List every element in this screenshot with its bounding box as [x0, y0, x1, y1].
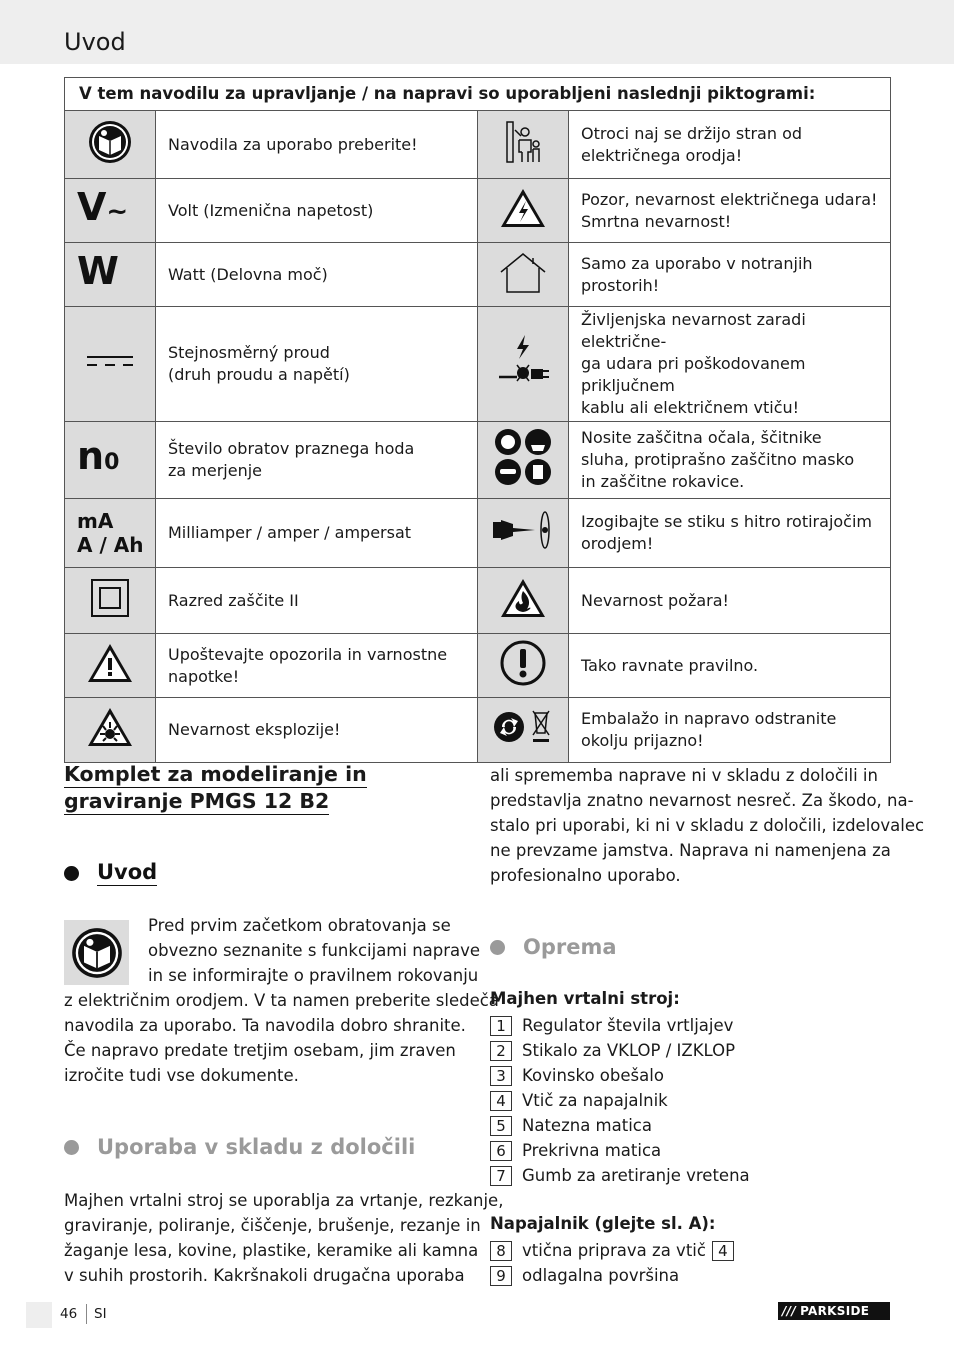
read-manual-icon — [64, 920, 129, 985]
section-heading-intro: Uvod — [64, 860, 157, 886]
pictogram-desc: Otroci naj se držijo stran od električnega orodja! — [569, 111, 891, 179]
brand-logo: /// PARKSIDE — [778, 1302, 890, 1320]
list-item: 8 vtična priprava za vtič 4 — [490, 1238, 734, 1263]
children-away-icon — [478, 111, 569, 179]
protection-class-ii-icon — [65, 568, 156, 634]
pictogram-desc: Razred zaščite II — [156, 568, 478, 634]
psu-heading: Napajalnik (glejte sl. A): — [490, 1214, 716, 1233]
intro-paragraph-wrapped: Pred prvim začetkom obratovanja se obvezno seznanite s funkcijami naprave in se informirajte o pravilnem rokovanju — [148, 916, 481, 985]
pictogram-desc: Pozor, nevarnost električnega udara! Smrtna nevarnost! — [569, 179, 891, 243]
table-row — [65, 179, 891, 243]
pictogram-desc: Navodila za uporabo preberite! — [156, 111, 478, 179]
drill-parts-list — [490, 1013, 750, 1188]
table-row — [65, 111, 891, 179]
drill-heading: Majhen vrtalni stroj: — [490, 989, 680, 1008]
table-row — [65, 307, 891, 422]
damaged-cable-icon — [478, 307, 569, 422]
bullet-dot — [64, 1140, 79, 1155]
bullet-dot — [490, 940, 505, 955]
pictogram-desc: Upoštevajte opozorila in varnostne napotke! — [156, 634, 478, 698]
bullet-dot — [64, 866, 79, 881]
list-item: 1 Regulator števila vrtljajev — [490, 1013, 750, 1038]
list-item: 3 Kovinsko obešalo — [490, 1063, 750, 1088]
pictogram-desc: Watt (Delovna moč) — [156, 243, 478, 307]
warning-triangle-icon — [65, 634, 156, 698]
indoor-use-icon — [478, 243, 569, 307]
language-code: SI — [94, 1306, 107, 1322]
table-row — [65, 698, 891, 763]
exclamation-circle-icon — [478, 634, 569, 698]
pictogram-desc: Življenjska nevarnost zaradi električne- ga udara pri poškodovanem priključnem kablu ali električnem vtiču! — [569, 307, 891, 422]
pictogram-table — [64, 77, 891, 763]
psu-parts-list — [490, 1238, 734, 1288]
footer-divider — [86, 1304, 87, 1324]
pictogram-desc: Tako ravnate pravilno. — [569, 634, 891, 698]
pictogram-desc: Število obratov praznega hoda za merjenje — [156, 422, 478, 499]
intended-use-paragraph-continued: ali sprememba naprave ni v skladu z določili in predstavlja znatno nevarnost nesreč. Za škodo, na- stalo pri uporabi, ki ni v skladu z določili, izdelovalec ne prevzame jamstva. Naprava ni namenjena za profesionalno uporabo. — [490, 766, 925, 885]
pictogram-desc: Nevarnost požara! — [569, 568, 891, 634]
direct-current-icon — [65, 307, 156, 422]
protective-gear-icon — [478, 422, 569, 499]
intended-use-paragraph: Majhen vrtalni stroj se uporablja za vrtanje, rezkanje, graviranje, poliranje, čiščenje, brušenje, rezanje in žaganje lesa, kovine, plastike, keramike ali kamna v suhih prostorih. Kakršnakoli drugačna uporaba — [64, 1191, 504, 1285]
pictogram-desc: Nosite zaščitna očala, ščitnike sluha, protiprašno zaščitno masko in zaščitne rokavice. — [569, 422, 891, 499]
list-item: 9 odlagalna površina — [490, 1263, 734, 1288]
watt-symbol: W — [65, 243, 156, 307]
table-row — [65, 634, 891, 698]
read-manual-icon — [65, 111, 156, 179]
pictogram-desc: Samo za uporabo v notranjih prostorih! — [569, 243, 891, 307]
pictogram-desc: Nevarnost eksplozije! — [156, 698, 478, 763]
table-row — [65, 499, 891, 568]
electric-shock-warning-icon — [478, 179, 569, 243]
footer-marker — [26, 1302, 52, 1328]
fire-hazard-icon — [478, 568, 569, 634]
volt-symbol: V~ — [65, 179, 156, 243]
table-row — [65, 422, 891, 499]
page-number: 46 — [60, 1306, 78, 1322]
list-item: 5 Natezna matica — [490, 1113, 750, 1138]
ampere-symbol: mA A / Ah — [65, 499, 156, 568]
idle-speed-symbol: n0 — [65, 422, 156, 499]
explosion-hazard-icon — [65, 698, 156, 763]
table-row — [65, 568, 891, 634]
pictogram-desc: Izogibajte se stiku s hitro rotirajočim orodjem! — [569, 499, 891, 568]
document-title: Komplet za modeliranje in graviranje PMGS 12 B2 — [64, 762, 367, 813]
list-item: 6 Prekrivna matica — [490, 1138, 750, 1163]
pictogram-desc: Stejnosměrný proud (druh proudu a napětí) — [156, 307, 478, 422]
pictogram-desc: Embalažo in napravo odstranite okolju prijazno! — [569, 698, 891, 763]
section-heading-equipment: Oprema — [490, 935, 617, 960]
pictogram-desc: Milliamper / amper / ampersat — [156, 499, 478, 568]
intro-paragraph: z električnim orodjem. V ta namen preberite sledeča navodila za uporabo. Ta navodila dobro shranite. Če napravo predate tretjim osebam, jim zraven izročite tudi vse dokumente. — [64, 991, 499, 1085]
list-item: 2 Stikalo za VKLOP / IZKLOP — [490, 1038, 750, 1063]
list-item: 4 Vtič za napajalnik — [490, 1088, 750, 1113]
pictogram-desc: Volt (Izmenična napetost) — [156, 179, 478, 243]
page-title: Uvod — [64, 28, 126, 56]
pictogram-table-heading: V tem navodilu za upravljanje / na napravi so uporabljeni naslednji piktogrami: — [65, 78, 891, 111]
list-item: 7 Gumb za aretiranje vretena — [490, 1163, 750, 1188]
table-row — [65, 243, 891, 307]
recycling-disposal-icon — [478, 698, 569, 763]
section-heading-intended-use: Uporaba v skladu z določili — [64, 1135, 415, 1160]
rotating-tool-warning-icon — [478, 499, 569, 568]
header-bar — [0, 0, 954, 64]
